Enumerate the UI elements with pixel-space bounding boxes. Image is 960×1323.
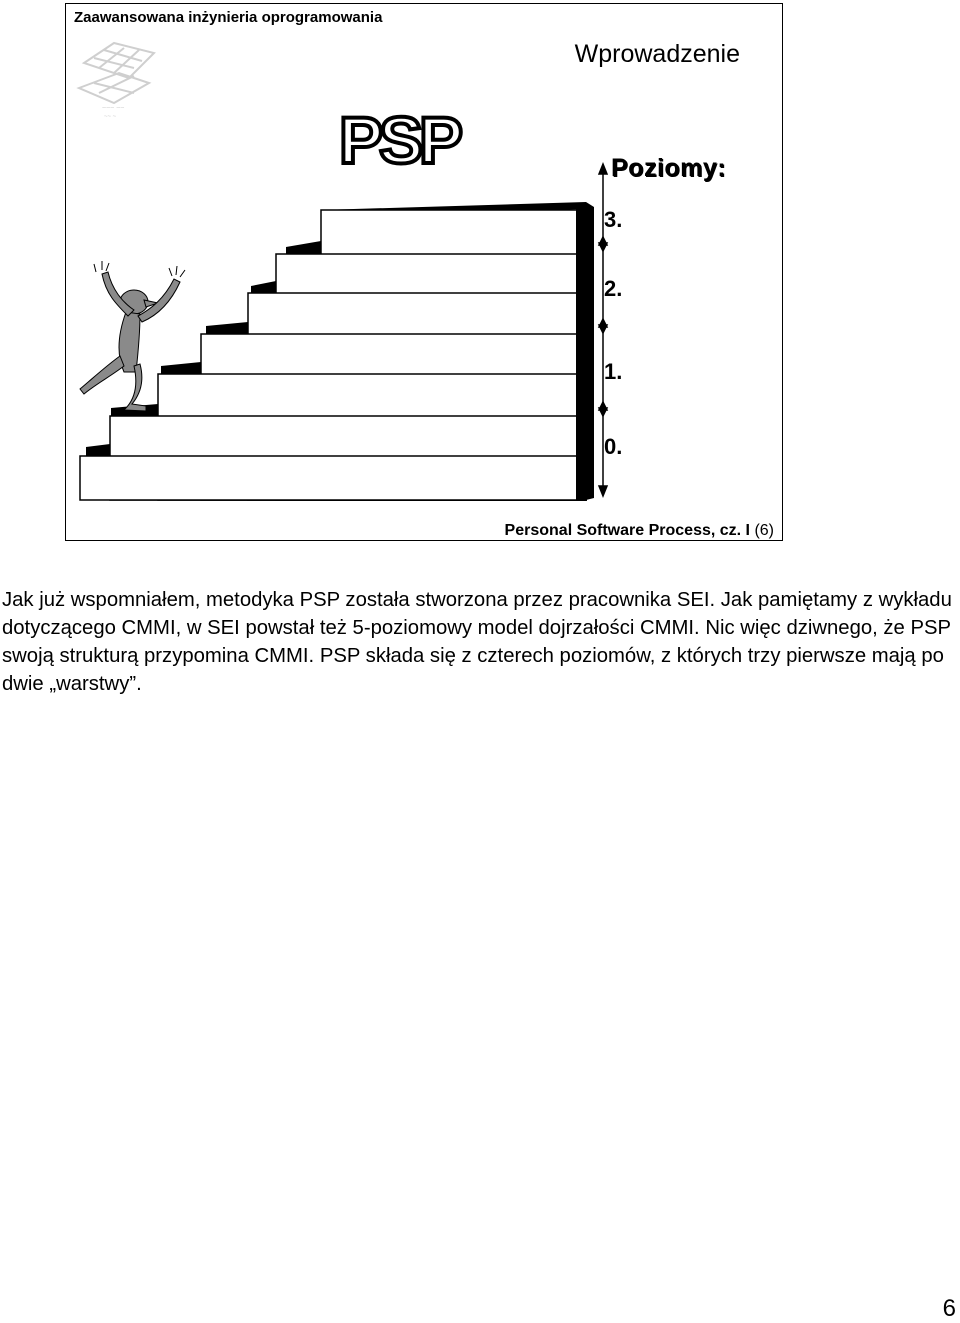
caption-slide-number: (6) bbox=[754, 522, 774, 539]
section-title: Wprowadzenie bbox=[574, 40, 740, 68]
slide bbox=[65, 3, 783, 541]
svg-text:PSP: PSP bbox=[338, 105, 460, 169]
level-label-0: 0. bbox=[604, 434, 623, 459]
body-paragraph: Jak już wspomniałem, metodyka PSP została stworzona przez pracownika SEI. Jak pamiętamy z wykładu dotyczącego CMMI, w SEI powstał też 5-poziomowy model dojrzałości CMMI. Nic więc dziwnego, że PSP swoją strukturą przypomina CMMI. PSP składa się z czterech poziomów, z których trzy pierwsze mają po dwie „warstwy”. bbox=[2, 589, 952, 695]
svg-text:~~~ ~~: ~~~ ~~ bbox=[102, 105, 125, 112]
level-label-1: 1. bbox=[604, 359, 623, 384]
level-label-3: 3. bbox=[604, 207, 623, 232]
level-label-2: 2. bbox=[604, 276, 623, 301]
slide-caption bbox=[505, 522, 774, 540]
course-title: Zaawansowana inżynieria oprogramowania bbox=[74, 9, 383, 26]
page-number: 6 bbox=[942, 1295, 956, 1322]
caption-title: Personal Software Process, cz. I bbox=[504, 522, 750, 539]
svg-text:~~ ~: ~~ ~ bbox=[104, 114, 117, 120]
levels-heading: Poziomy: bbox=[611, 154, 727, 182]
stair-steps bbox=[80, 202, 594, 500]
staircase-illustration bbox=[66, 4, 782, 540]
